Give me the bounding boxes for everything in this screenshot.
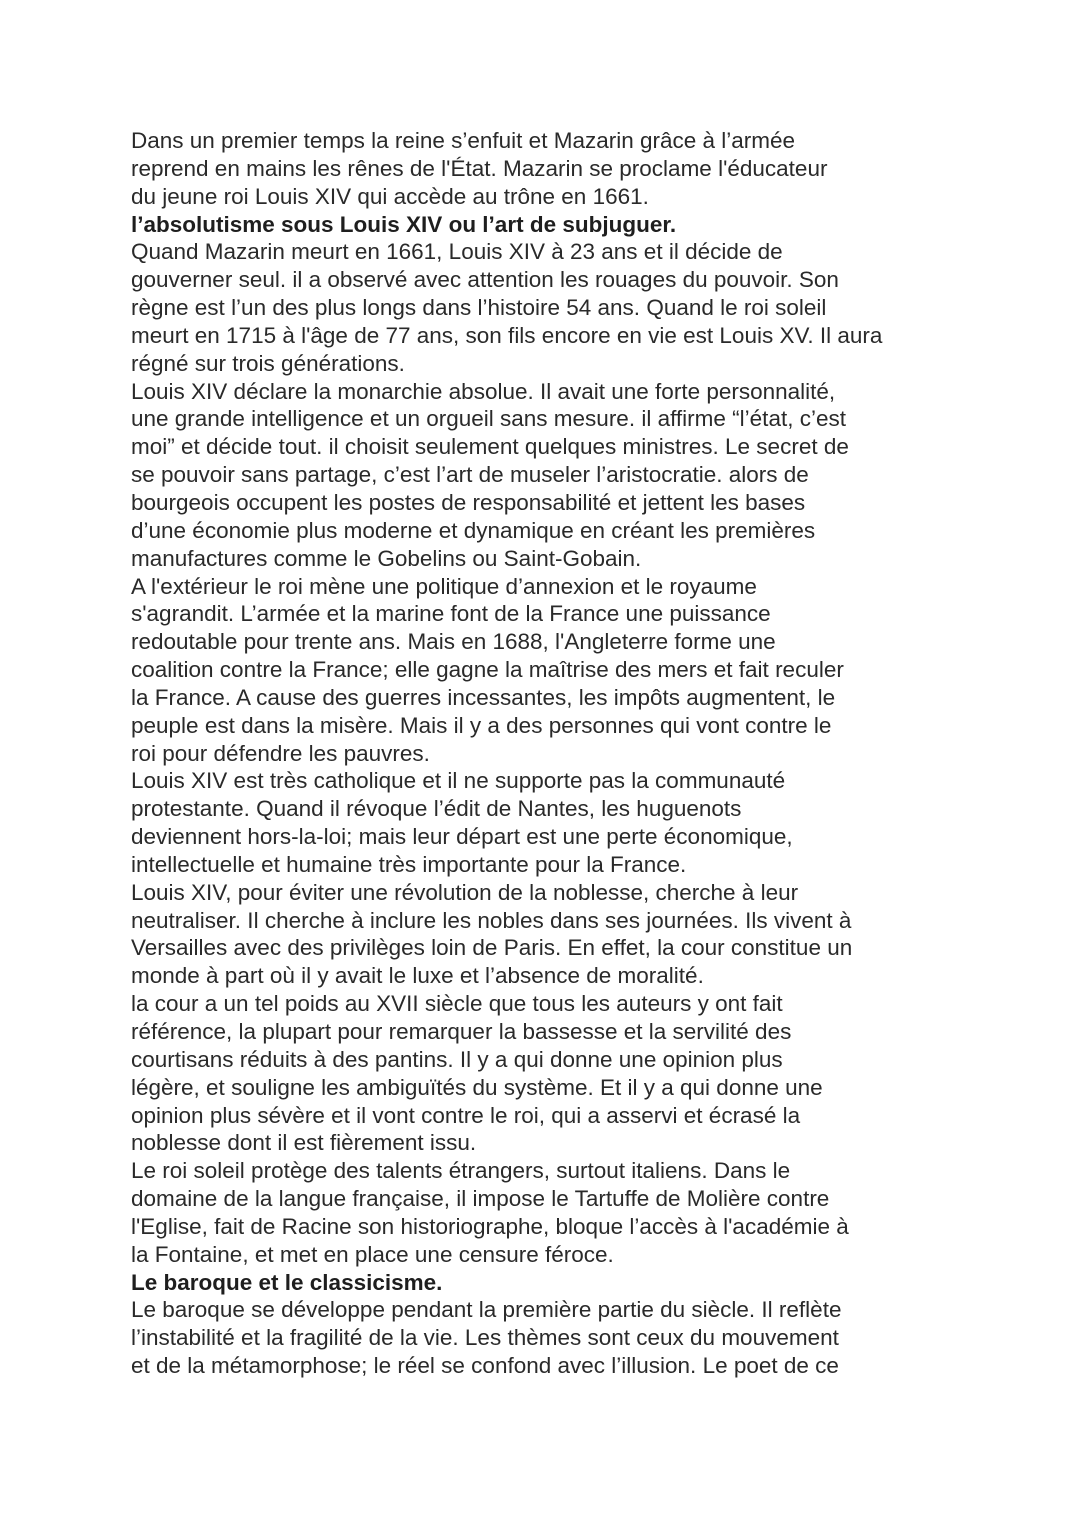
text-line: la Fontaine, et met en place une censure féroce.	[131, 1241, 614, 1267]
text-line: s'agrandit. L’armée et la marine font de la France une puissance	[131, 601, 771, 627]
document-page	[131, 127, 961, 1380]
text-line: Quand Mazarin meurt en 1661, Louis XIV à 23 ans et il décide de	[131, 239, 783, 265]
text-line: d’une économie plus moderne et dynamique en créant les premières	[131, 517, 816, 543]
text-line: opinion plus sévère et il vont contre le roi, qui a asservi et écrasé la	[131, 1102, 801, 1128]
text-line: se pouvoir sans partage, c’est l’art de museler l’aristocratie. alors de	[131, 462, 809, 488]
text-line: Louis XIV, pour éviter une révolution de la noblesse, cherche à leur	[131, 879, 799, 905]
text-line: roi pour défendre les pauvres.	[131, 740, 430, 766]
text-line: l’instabilité et la fragilité de la vie. Les thèmes sont ceux du mouvement	[131, 1325, 839, 1351]
text-line: protestante. Quand il révoque l’édit de Nantes, les huguenots	[131, 796, 742, 822]
text-line: courtisans réduits à des pantins. Il y a qui donne une opinion plus	[131, 1046, 783, 1072]
text-line: et de la métamorphose; le réel se confond avec l’illusion. Le poet de ce	[131, 1353, 839, 1379]
text-line: référence, la plupart pour remarquer la bassesse et la servilité des	[131, 1019, 792, 1044]
text-line: Dans un premier temps la reine s’enfuit et Mazarin grâce à l’armée	[131, 128, 796, 153]
text-line: gouverner seul. il a observé avec attention les rouages du pouvoir. Son	[131, 267, 839, 293]
text-line: redoutable pour trente ans. Mais en 1688, l'Angleterre forme une	[131, 629, 776, 655]
text-line: la cour a un tel poids au XVII siècle que tous les auteurs y ont fait	[131, 991, 783, 1017]
section-heading: Le baroque et le classicisme.	[131, 1269, 443, 1295]
text-line: Versailles avec des privilèges loin de Paris. En effet, la cour constitue un	[131, 935, 853, 961]
text-line: l'Eglise, fait de Racine son historiographe, bloque l’accès à l'académie à	[131, 1213, 849, 1239]
text-line: domaine de la langue française, il impose le Tartuffe de Molière contre	[131, 1186, 830, 1212]
text-line: une grande intelligence et un orgueil sans mesure. il affirme “l’état, c’est	[131, 406, 846, 432]
text-line: deviennent hors-la-loi; mais leur départ est une perte économique,	[131, 824, 793, 850]
text-line: du jeune roi Louis XIV qui accède au trône en 1661.	[131, 183, 649, 209]
text-line: Le baroque se développe pendant la première partie du siècle. Il reflète	[131, 1297, 842, 1323]
text-line: intellectuelle et humaine très importante pour la France.	[131, 851, 687, 877]
text-line: régné sur trois générations.	[131, 350, 405, 376]
text-line: la France. A cause des guerres incessantes, les impôts augmentent, le	[131, 684, 836, 710]
text-line: peuple est dans la misère. Mais il y a des personnes qui vont contre le	[131, 712, 832, 738]
text-line: Le roi soleil protège des talents étrangers, surtout italiens. Dans le	[131, 1158, 791, 1184]
text-line: légère, et souligne les ambiguïtés du système. Et il y a qui donne une	[131, 1074, 823, 1100]
text-line: monde à part où il y avait le luxe et l’absence de moralité.	[131, 963, 704, 989]
text-line: coalition contre la France; elle gagne la maîtrise des mers et fait reculer	[131, 657, 844, 683]
text-line: manufactures comme le Gobelins ou Saint-Gobain.	[131, 545, 642, 571]
text-line: reprend en mains les rênes de l'État. Mazarin se proclame l'éducateur	[131, 155, 828, 181]
text-line: Louis XIV est très catholique et il ne supporte pas la communauté	[131, 768, 786, 794]
text-line: règne est l’un des plus longs dans l’histoire 54 ans. Quand le roi soleil	[131, 295, 827, 321]
section-heading: l’absolutisme sous Louis XIV ou l’art de subjuguer.	[131, 211, 677, 237]
text-line: moi” et décide tout. il choisit seulement quelques ministres. Le secret de	[131, 434, 849, 460]
text-line: meurt en 1715 à l'âge de 77 ans, son fils encore en vie est Louis XV. Il aura	[131, 322, 883, 348]
text-line: noblesse dont il est fièrement issu.	[131, 1130, 477, 1156]
text-line: A l'extérieur le roi mène une politique d’annexion et le royaume	[131, 573, 757, 599]
text-line: neutraliser. Il cherche à inclure les nobles dans ses journées. Ils vivent à	[131, 907, 852, 933]
text-line: Louis XIV déclare la monarchie absolue. Il avait une forte personnalité,	[131, 378, 836, 404]
text-line: bourgeois occupent les postes de responsabilité et jettent les bases	[131, 489, 806, 515]
